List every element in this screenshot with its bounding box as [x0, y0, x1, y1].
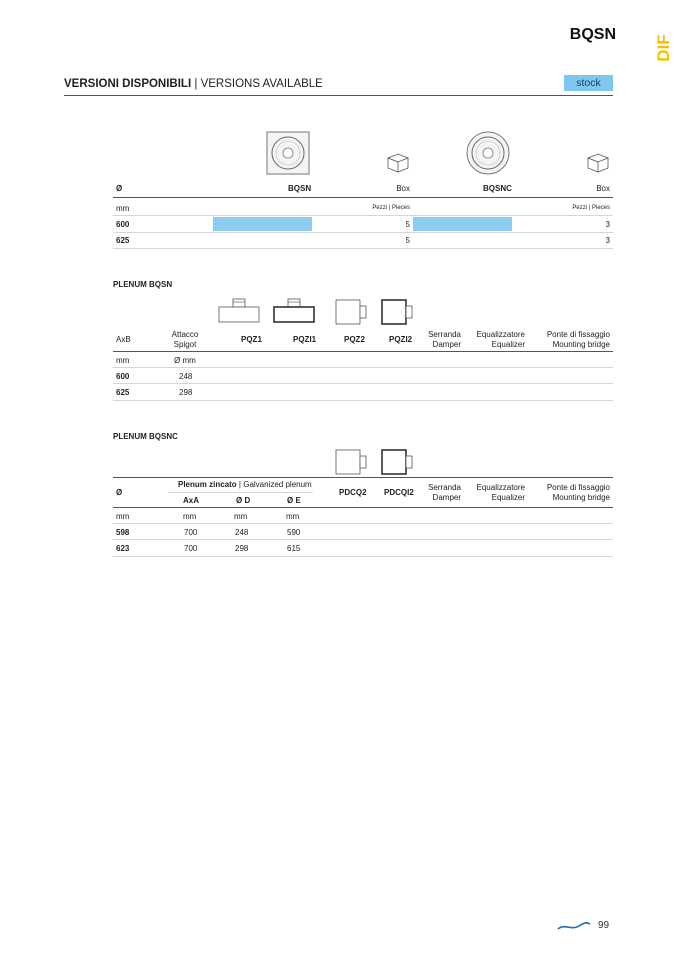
table-rule — [113, 367, 613, 368]
plenum-pdcqi2-icon — [380, 448, 414, 476]
table-row-size: 598 — [116, 528, 130, 537]
plenum-pdcq2-icon — [334, 448, 368, 476]
availability-highlight — [413, 217, 512, 231]
unit-dmm: Ø mm — [174, 356, 196, 365]
equalizer-header: Equalizer — [491, 493, 525, 502]
table-rule — [113, 523, 613, 524]
plenum-pqzi2-icon — [380, 298, 414, 326]
axa-header: AxA — [183, 496, 200, 505]
plenum-bqsn-title: PLENUM BQSN — [113, 280, 173, 289]
box-icon — [585, 151, 611, 173]
section-divider — [64, 95, 613, 96]
mounting-header: Mounting bridge — [552, 340, 610, 349]
table-row-axa: 700 — [184, 528, 198, 537]
unit-mm: mm — [116, 356, 130, 365]
serranda-header: Serranda — [428, 330, 461, 339]
equalizzatore-header: Equalizzatore — [476, 330, 525, 339]
unit-mm: mm — [183, 512, 197, 521]
availability-highlight — [213, 217, 312, 231]
diameter-header: Ø — [116, 184, 123, 193]
box2-header: Box — [596, 184, 610, 193]
table-rule — [113, 400, 613, 401]
table-rule — [113, 539, 613, 540]
plenum-pqz1-icon — [217, 296, 261, 324]
table-row-box1: 5 — [405, 220, 410, 229]
pieces-label: Pezzi | Pieces — [572, 205, 610, 211]
equalizer-header: Equalizer — [491, 340, 525, 349]
equalizzatore-header: Equalizzatore — [476, 483, 525, 492]
table-rule — [113, 556, 613, 557]
table-rule — [113, 383, 613, 384]
bqsn-header: BQSN — [288, 184, 312, 193]
plenum-pqz2-icon — [334, 298, 368, 326]
group-title-bold: Plenum zincato — [178, 480, 237, 489]
pieces-label: Pezzi | Pieces — [372, 205, 410, 211]
table-rule — [113, 507, 613, 508]
table-row-size: 600 — [116, 372, 130, 381]
od-header: Ø D — [236, 496, 251, 505]
section-title-normal: VERSIONS AVAILABLE — [200, 78, 323, 90]
unit-mm: mm — [116, 512, 130, 521]
unit-mm: mm — [286, 512, 300, 521]
damper-header: Damper — [432, 493, 461, 502]
table-rule — [113, 248, 613, 249]
section-title-bold: VERSIONI DISPONIBILI — [64, 78, 192, 90]
table-row-box2: 3 — [605, 236, 610, 245]
bqsn-diffuser-icon — [266, 131, 310, 175]
ponte-header: Ponte di fissaggio — [546, 330, 610, 339]
unit-mm: mm — [116, 204, 130, 213]
brand-wave-icon — [557, 920, 591, 932]
table-row-size: 623 — [116, 544, 130, 553]
group-title-separator: | — [236, 480, 244, 489]
section-title-separator: | — [191, 78, 201, 90]
table-row-box1: 5 — [405, 236, 410, 245]
pdcqi2-header: PDCQI2 — [384, 488, 414, 497]
table-rule — [113, 215, 613, 216]
table-row-size: 625 — [116, 388, 130, 397]
table-row-oe: 615 — [287, 544, 301, 553]
pdcq2-header: PDCQ2 — [339, 488, 367, 497]
page-number: 99 — [598, 920, 610, 931]
group-title-normal: Galvanized plenum — [243, 480, 312, 489]
plenum-pqzi1-icon — [272, 296, 316, 324]
pqz2-header: PQZ2 — [344, 335, 365, 344]
table-row-spigot: 298 — [179, 388, 193, 397]
bqsnc-header: BQSNC — [483, 184, 512, 193]
ponte-header: Ponte di fissaggio — [546, 483, 610, 492]
table-rule — [113, 232, 613, 233]
table-row-od: 298 — [235, 544, 249, 553]
table-rule — [168, 492, 313, 493]
unit-mm: mm — [234, 512, 248, 521]
stock-badge: stock — [564, 75, 613, 91]
box-icon — [385, 151, 411, 173]
spigot-header: Spigot — [173, 340, 197, 349]
table-row-size: 600 — [116, 220, 130, 229]
table-row-od: 248 — [235, 528, 249, 537]
diameter-header: Ø — [116, 488, 123, 497]
table-row-oe: 590 — [287, 528, 301, 537]
mounting-header: Mounting bridge — [552, 493, 610, 502]
bqsnc-diffuser-icon — [466, 131, 510, 175]
table-rule — [113, 351, 613, 352]
box1-header: Box — [396, 184, 410, 193]
damper-header: Damper — [432, 340, 461, 349]
table-row-box2: 3 — [605, 220, 610, 229]
table-rule — [113, 477, 613, 478]
serranda-header: Serranda — [428, 483, 461, 492]
section-heading — [64, 78, 323, 90]
table-rule — [113, 197, 613, 198]
oe-header: Ø E — [287, 496, 301, 505]
product-title: BQSN — [569, 26, 616, 43]
plenum-bqsnc-title: PLENUM BQSNC — [113, 432, 178, 441]
table-row-size: 625 — [116, 236, 130, 245]
pqz1-header: PQZ1 — [241, 335, 262, 344]
pqzi2-header: PQZI2 — [389, 335, 413, 344]
table-row-axa: 700 — [184, 544, 198, 553]
category-tab: DIF — [654, 34, 673, 62]
pqzi1-header: PQZI1 — [293, 335, 317, 344]
attacco-header: Attacco — [171, 330, 199, 339]
table-row-spigot: 248 — [179, 372, 193, 381]
axb-header: AxB — [116, 335, 131, 344]
galvanized-plenum-header — [178, 480, 312, 489]
